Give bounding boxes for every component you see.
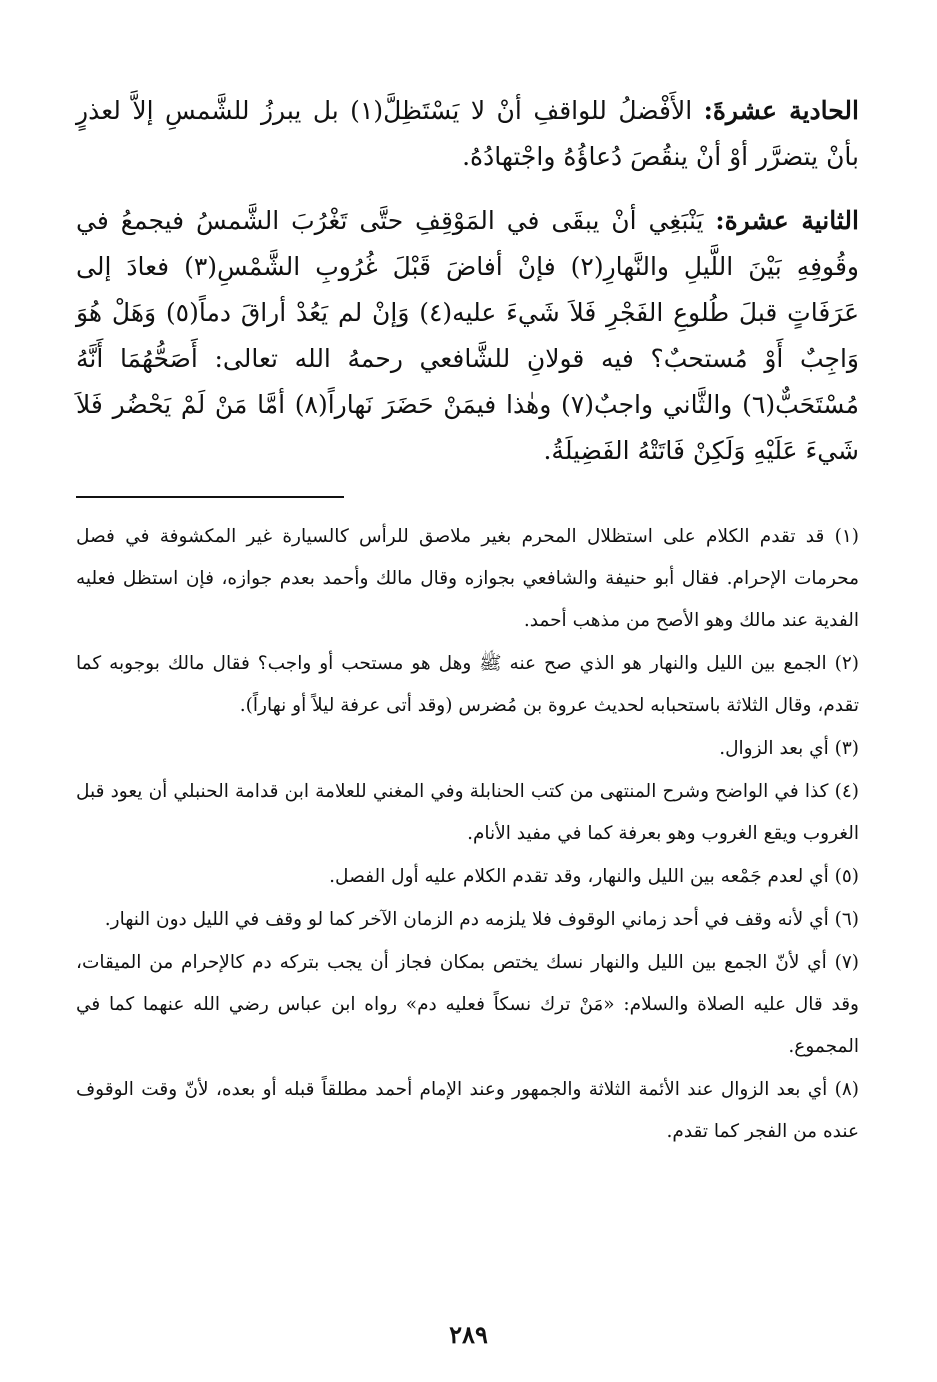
footnote: (٣) أي بعد الزوال. bbox=[719, 738, 859, 759]
footnote: (٤) كذا في الواضح وشرح المنتهى من كتب الحنابلة وفي المغني للعلامة ابن قدامة الحنبلي أن يعود قبل الغروب ويقع الغروب وهو بعرفة كما في مفيد الأنام. bbox=[76, 781, 859, 844]
main-paragraph bbox=[76, 88, 859, 180]
footnote: (٧) أي لأنّ الجمع بين الليل والنهار نسك يختص بمكان فجاز أن يجب بتركه دم كالإحرام من الميقات، وقد قال عليه الصلاة والسلام: «مَنْ ترك نسكاً فعليه دم» رواه ابن عباس رضي الله عنهما كما في المجموع. bbox=[76, 952, 859, 1057]
footnote-separator bbox=[76, 496, 344, 498]
footnote: (٨) أي بعد الزوال عند الأئمة الثلاثة والجمهور وعند الإمام أحمد مطلقاً قبله أو بعده، لأنّ وقت الوقوف عنده من الفجر كما تقدم. bbox=[76, 1079, 859, 1142]
footnotes bbox=[76, 516, 859, 1153]
page-number: ٢٨٩ bbox=[449, 1320, 488, 1349]
paragraph-text: الأَفْضلُ للواقفِ أنْ لا يَسْتَظِلَّ(١) بل يبرزُ للشَّمسِ إلاَّ لعذرٍ بأنْ يتضرَّر أوْ أنْ ينقُصَ دُعاؤُهُ واجْتهادُهُ. bbox=[76, 96, 859, 171]
footnote: (١) قد تقدم الكلام على استظلال المحرم بغير ملاصق للرأس كالسيارة غير المكشوفة في فصل محرمات الإحرام. فقال أبو حنيفة والشافعي بجوازه وقال مالك وأحمد بعدم جوازه، فإن استظل فعليه الفدية عند مالك وهو الأصح من مذهب أحمد. bbox=[76, 526, 859, 631]
paragraph-text: يَنْبَغِي أنْ يبقَى في المَوْقِفِ حتَّى تَغْرُبَ الشَّمسُ فيجمعُ في وقُوفِهِ بَيْنَ اللَّيلِ والنَّهارِ(٢) فإنْ أفاضَ قَبْلَ غُرُوبِ الشَّمْسِ(٣) فعادَ إلى عَرَفَاتٍ قبلَ طُلوعِ الفَجْرِ فَلاَ شَيءَ عليه(٤) وَإنْ لم يَعُدْ أراقَ دماً(٥) وَهَلْ هُوَ وَاجِبٌ أَوْ مُستحبٌ؟ فيه قولانِ للشَّافعي رحمهُ الله تعالى: أَصَحُّهُمَا أَنَّهُ مُسْتَحَبٌّ(٦) والثَّاني واجبٌ(٧) وهٰذا فيمَنْ حَضَرَ نَهاراً(٨) أمَّا مَنْ لَمْ يَحْضُر فَلاَ شَيءَ عَلَيْهِ وَلَكِنْ فَاتَتْهُ الفَضِيلَةُ. bbox=[76, 206, 859, 465]
footnote: (٥) أي لعدم جَمْعه بين الليل والنهار، وقد تقدم الكلام عليه أول الفصل. bbox=[329, 866, 859, 887]
main-paragraph bbox=[76, 198, 859, 474]
footnote: (٦) أي لأنه وقف في أحد زماني الوقوف فلا يلزمه دم الزمان الآخر كما لو وقف في الليل دون النهار. bbox=[104, 909, 859, 930]
paragraph-heading: الحادية عشرةَ: bbox=[703, 96, 859, 125]
footnote: (٢) الجمع بين الليل والنهار هو الذي صح عنه ﷺ وهل هو مستحب أو واجب؟ فقال مالك بوجوبه كما تقدم، وقال الثلاثة باستحبابه لحديث عروة بن مُضرس (وقد أتى عرفة ليلاً أو نهاراً). bbox=[76, 653, 859, 716]
paragraph-heading: الثانية عشرة: bbox=[715, 206, 859, 235]
page-body bbox=[76, 88, 859, 1382]
